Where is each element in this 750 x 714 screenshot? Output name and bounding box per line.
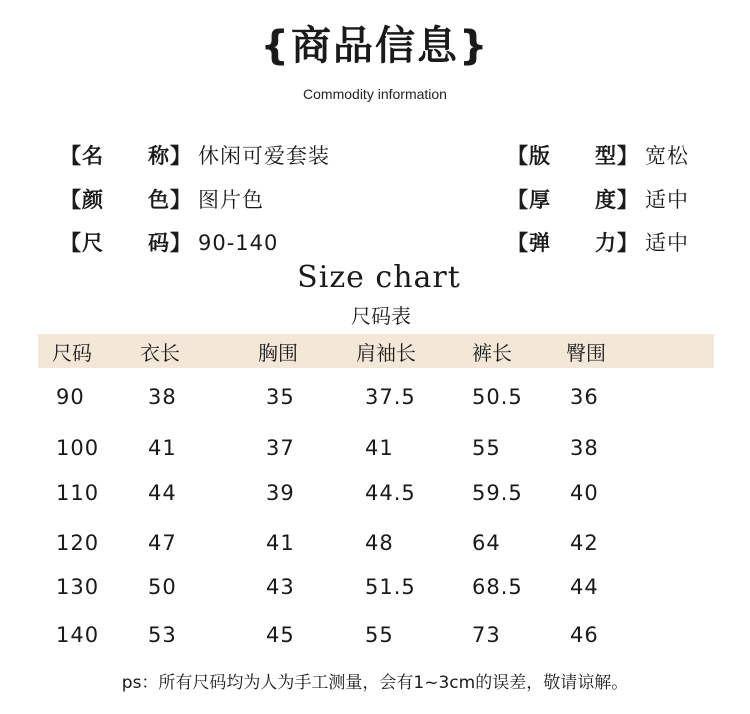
size-table-cell: 38 [570,436,599,460]
size-chart-title: Size chart [297,260,461,295]
size-table-cell: 44 [570,575,599,599]
size-table-cell: 48 [365,531,394,555]
size-table-cell: 41 [148,436,177,460]
info-name-value: 休闲可爱套装 [198,144,330,168]
info-fit-value: 宽松 [645,144,689,168]
size-table-cell: 38 [148,385,177,409]
size-table-cell: 100 [56,436,100,460]
size-table-cell: 55 [472,436,501,460]
size-table-cell: 53 [148,623,177,647]
size-table-cell: 130 [56,575,100,599]
size-table-cell: 120 [56,531,100,555]
info-fit [507,140,689,170]
size-table-cell: 41 [266,531,295,555]
size-table-cell: 90 [56,385,85,409]
measurement-note: ps：所有尺码均为人为手工测量，会有1~3cm的误差，敬请谅解。 [121,673,629,693]
size-table-cell: 37.5 [365,385,416,409]
info-elasticity [507,227,689,257]
info-thickness [507,184,689,214]
info-thickness-value: 适中 [645,188,689,212]
size-table-header: 肩袖长 [356,341,416,365]
size-table-cell: 44 [148,481,177,505]
size-table-cell: 59.5 [472,481,523,505]
info-elasticity-value: 适中 [645,231,689,255]
size-table-cell: 64 [472,531,501,555]
size-table-header: 臀围 [566,341,606,365]
size-table-cell: 68.5 [472,575,523,599]
size-table-cell: 55 [365,623,394,647]
info-size-value: 90-140 [198,231,279,255]
size-table-cell: 43 [266,575,295,599]
size-table-cell: 140 [56,623,100,647]
info-thickness-label: 【厚 度】 [507,188,639,212]
size-table-cell: 73 [472,623,501,647]
page-title: {商品信息} [260,23,490,69]
info-size-label: 【尺 码】 [60,231,192,255]
size-table-cell: 39 [266,481,295,505]
info-color [60,184,264,214]
info-fit-label: 【版 型】 [507,144,639,168]
info-color-value: 图片色 [198,188,264,212]
page-subtitle: Commodity information [303,86,447,102]
size-table-cell: 42 [570,531,599,555]
size-table-cell: 51.5 [365,575,416,599]
info-size [60,227,278,257]
info-name [60,140,330,170]
size-table-cell: 46 [570,623,599,647]
size-table-cell: 40 [570,481,599,505]
size-table-cell: 110 [56,481,100,505]
size-table-cell: 45 [266,623,295,647]
size-table-cell: 36 [570,385,599,409]
size-table-cell: 50 [148,575,177,599]
size-table-cell: 37 [266,436,295,460]
size-table-header: 尺码 [52,341,92,365]
size-table-header: 衣长 [140,341,180,365]
size-table-cell: 35 [266,385,295,409]
info-elasticity-label: 【弹 力】 [507,231,639,255]
size-table-cell: 44.5 [365,481,416,505]
size-table-header: 裤长 [472,341,512,365]
size-table-header: 胸围 [258,341,298,365]
info-color-label: 【颜 色】 [60,188,192,212]
size-table-cell: 47 [148,531,177,555]
size-chart-subtitle: 尺码表 [351,304,411,328]
size-table-cell: 50.5 [472,385,523,409]
info-name-label: 【名 称】 [60,144,192,168]
size-table-cell: 41 [365,436,394,460]
